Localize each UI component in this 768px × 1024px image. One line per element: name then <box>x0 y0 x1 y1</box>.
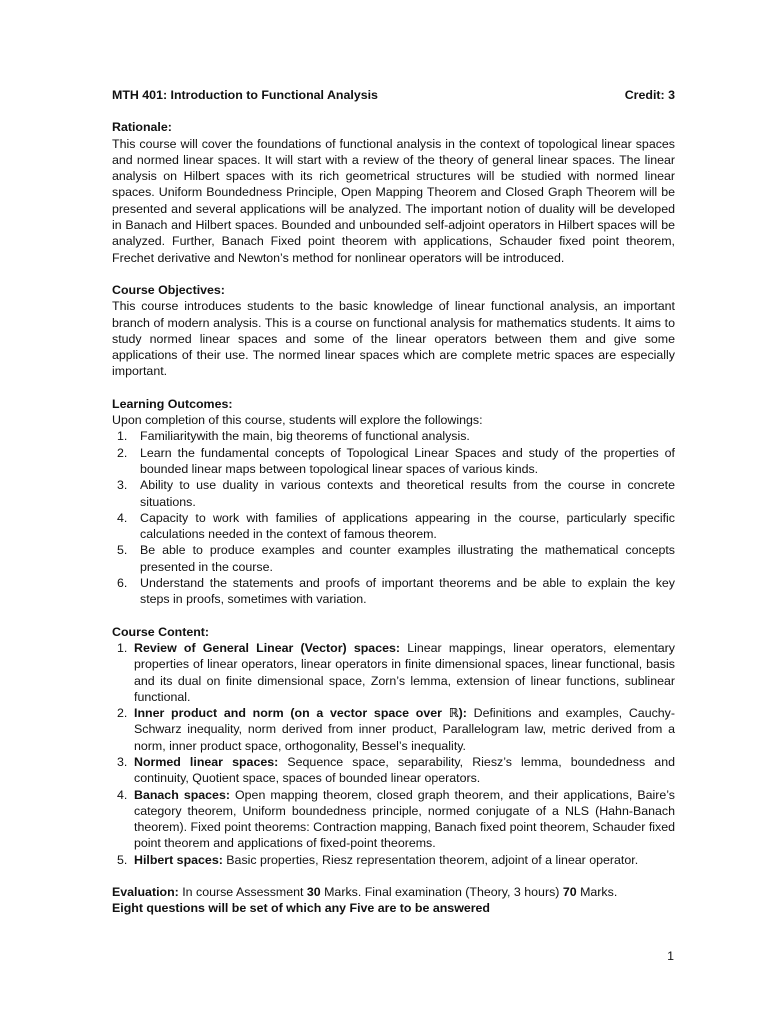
rationale-heading: Rationale: <box>112 120 172 135</box>
list-item <box>112 477 675 510</box>
objectives-text: This course introduces students to the basic knowledge of linear functional analysis, an important branch of modern analysis. This is a course on functional analysis for mathematics students. It aims to study normed linear spaces and some of the linear operators between them and give some applications of their use. The normed linear spaces which are complete metric spaces are especially important. <box>112 299 675 379</box>
item-number: 4. <box>117 787 128 802</box>
evaluation-text: Marks. <box>576 885 618 900</box>
item-number: 2. <box>117 445 128 460</box>
topic-text: Sequence space, separability, Riesz’s lemma, boundedness and continuity, Quotient space, spaces of bounded linear operators. <box>134 754 675 786</box>
evaluation-text: In course Assessment <box>178 885 307 900</box>
item-number: 5. <box>117 543 128 558</box>
item-number: 5. <box>117 852 128 867</box>
item-text: Learn the fundamental concepts of Topological Linear Spaces and study of the properties of bounded linear maps between topological linear spaces of various kinds. <box>140 445 675 476</box>
topic-text: Open mapping theorem, closed graph theorem, and their applications, Baire’s category theorem, Uniform boundedness principle, normed conjugate of a NLS (Hahn-Banach theorem). Fixed point theorems: Contraction mapping, Banach fixed point theorem, Schauder fixed point theorem and applications of fixed-point theorems. <box>134 787 675 851</box>
list-item <box>112 705 675 754</box>
list-item <box>112 787 675 852</box>
item-text: Familiaritywith the main, big theorems of functional analysis. <box>140 429 470 444</box>
outcomes-heading: Learning Outcomes: <box>112 396 233 411</box>
list-item <box>112 852 675 868</box>
objectives-section <box>112 282 675 380</box>
list-item <box>112 575 675 608</box>
course-credit: Credit: 3 <box>624 88 675 102</box>
list-item <box>112 754 675 787</box>
course-title: MTH 401: Introduction to Functional Analysis <box>112 88 378 102</box>
topic-text: Definitions and examples, Cauchy-Schwarz inequality, norm derived from inner product, Parallelogram law, metric derived from a norm, inner product space, orthogonality, Bessel’s inequality. <box>134 706 675 753</box>
rationale-text: This course will cover the foundations of functional analysis in the context of topological linear spaces and normed linear spaces. It will start with a review of the theory of general linear spaces. The linear analysis on Hilbert spaces with its rich geometrical structures will be studied with normed linear spaces. Uniform Boundedness Principle, Open Mapping Theorem and Closed Graph Theorem will be presented and several applications will be analyzed. The important notion of duality will be developed in Banach and Hilbert spaces. Bounded and unbounded self-adjoint operators in Hilbert spaces will be analyzed. Further, Banach Fixed point theorem with applications, Schauder fixed point theorem, Frechet derivative and Newton’s method for nonlinear operators will be introduced. <box>112 136 675 265</box>
course-content-list <box>112 640 675 868</box>
course-header <box>112 87 675 103</box>
evaluation-text: Marks. Final examination (Theory, 3 hours) <box>320 885 563 900</box>
list-item <box>112 510 675 543</box>
list-item <box>112 445 675 478</box>
evaluation-label: Evaluation: <box>112 885 179 900</box>
topic-title: Inner product and norm (on a vector space over ℝ): <box>134 706 467 721</box>
topic-title: Banach spaces: <box>134 787 230 802</box>
list-item <box>112 640 675 705</box>
item-number: 4. <box>117 510 128 525</box>
item-text: Ability to use duality in various contexts and theoretical results from the course in concrete situations. <box>140 478 675 509</box>
document-body <box>112 87 675 917</box>
evaluation-section <box>112 884 675 917</box>
outcomes-section <box>112 396 675 608</box>
page-number: 1 <box>667 949 674 963</box>
outcomes-intro: Upon completion of this course, students will explore the followings: <box>112 413 483 428</box>
item-number: 2. <box>117 706 128 721</box>
list-item <box>112 542 675 575</box>
item-number: 1. <box>117 640 128 655</box>
exam-marks: 70 <box>562 885 577 900</box>
item-text: Be able to produce examples and counter examples illustrating the mathematical concepts presented in the course. <box>140 543 675 574</box>
course-content-heading: Course Content: <box>112 624 210 639</box>
item-text: Understand the statements and proofs of important theorems and be able to explain the key steps in proofs, sometimes with variation. <box>140 576 675 607</box>
list-item <box>112 428 675 444</box>
outcomes-list <box>112 428 675 607</box>
item-number: 3. <box>117 478 128 493</box>
evaluation-line <box>112 884 675 900</box>
topic-text: Linear mappings, linear operators, elementary properties of linear operators, linear operators in finite dimensional spaces, linear functional, basis and its dual on finite dimensional space, Zorn’s lemma, extension of linear functions, sublinear functional. <box>134 640 675 704</box>
item-number: 1. <box>117 429 128 444</box>
topic-title: Normed linear spaces: <box>134 754 279 769</box>
topic-title: Hilbert spaces: <box>134 852 223 867</box>
topic-title: Review of General Linear (Vector) spaces: <box>134 640 400 655</box>
item-text: Capacity to work with families of applications appearing in the course, particularly specific calculations needed in the context of famous theorem. <box>140 510 675 542</box>
assessment-marks: 30 <box>306 885 321 900</box>
topic-text: Basic properties, Riesz representation theorem, adjoint of a linear operator. <box>222 852 639 867</box>
item-number: 3. <box>117 754 128 769</box>
rationale-section <box>112 119 675 266</box>
exam-note: Eight questions will be set of which any Five are to be answered <box>112 901 490 916</box>
objectives-heading: Course Objectives: <box>112 282 225 297</box>
course-content-section <box>112 624 675 868</box>
item-number: 6. <box>117 576 128 591</box>
